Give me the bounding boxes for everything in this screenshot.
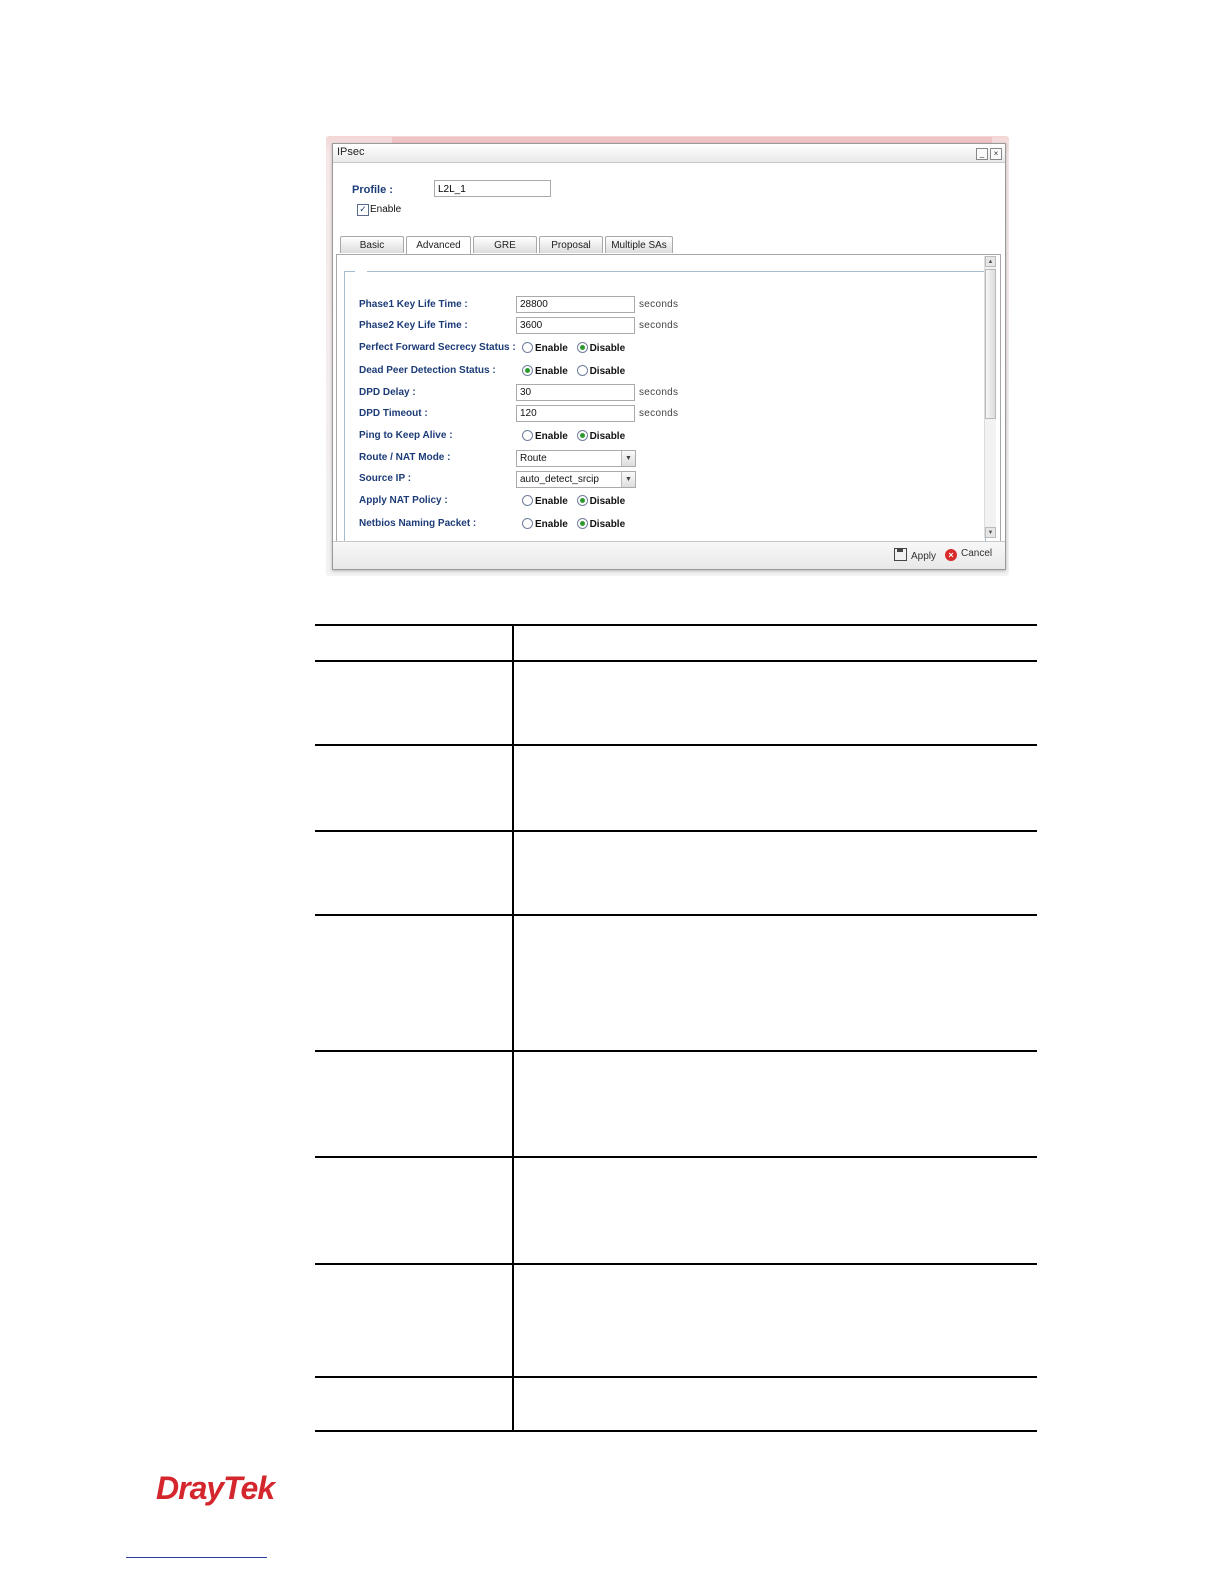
table-header-rule (315, 660, 1037, 662)
table-row-rule (315, 1376, 1037, 1378)
table-row-rule (315, 744, 1037, 746)
scroll-thumb[interactable] (985, 269, 996, 419)
advanced-panel (336, 254, 1001, 542)
radio-icon[interactable] (522, 518, 533, 529)
phase1-key-life-label: Phase1 Key Life Time : (359, 299, 468, 310)
tab-gre[interactable]: GRE (473, 236, 537, 253)
ping-keep-alive-label: Ping to Keep Alive : (359, 430, 453, 441)
apply-button[interactable]: Apply (894, 548, 936, 562)
source-ip-label: Source IP : (359, 473, 412, 484)
cancel-button[interactable]: × Cancel (945, 548, 992, 561)
scroll-up-icon[interactable]: ▲ (985, 256, 996, 267)
description-table (315, 624, 1037, 1432)
tab-basic[interactable]: Basic (340, 236, 404, 253)
source-ip-select[interactable]: auto_detect_srcip ▼ (516, 471, 636, 488)
pfs-enable-option[interactable]: Enable (522, 343, 568, 354)
table-row-rule (315, 1263, 1037, 1265)
ipsec-dialog (332, 143, 1006, 570)
phase1-key-life-input[interactable]: 28800 (516, 296, 635, 313)
radio-icon[interactable] (522, 495, 533, 506)
radio-selected-icon[interactable] (522, 365, 533, 376)
nat-policy-disable-option[interactable]: Disable (577, 496, 626, 507)
phase1-unit: seconds (639, 299, 679, 310)
dpd-radio-group (522, 365, 631, 377)
radio-icon[interactable] (577, 365, 588, 376)
table-row-rule (315, 1156, 1037, 1158)
dpd-enable-option[interactable]: Enable (522, 366, 568, 377)
phase2-key-life-input[interactable]: 3600 (516, 317, 635, 334)
profile-label: Profile : (352, 184, 393, 196)
ping-radio-group (522, 430, 631, 442)
profile-input[interactable]: L2L_1 (434, 180, 551, 197)
dpd-delay-label: DPD Delay : (359, 387, 416, 398)
apply-nat-policy-label: Apply NAT Policy : (359, 495, 448, 506)
dpd-timeout-unit: seconds (639, 408, 679, 419)
dpd-delay-unit: seconds (639, 387, 679, 398)
table-row-rule (315, 1050, 1037, 1052)
chevron-down-icon[interactable]: ▼ (621, 451, 635, 466)
close-icon[interactable]: × (990, 148, 1002, 160)
netbios-disable-option[interactable]: Disable (577, 519, 626, 530)
radio-icon[interactable] (522, 342, 533, 353)
netbios-radio-group (522, 518, 631, 530)
pfs-radio-group (522, 342, 631, 354)
dialog-title: IPsec (337, 146, 365, 158)
panel-scrollbar[interactable] (984, 256, 996, 538)
dpd-timeout-label: DPD Timeout : (359, 408, 428, 419)
dpd-status-label: Dead Peer Detection Status : (359, 365, 496, 376)
phase2-key-life-label: Phase2 Key Life Time : (359, 320, 468, 331)
radio-selected-icon[interactable] (577, 342, 588, 353)
enable-label: Enable (370, 204, 402, 215)
dpd-disable-option[interactable]: Disable (577, 366, 626, 377)
dpd-delay-input[interactable]: 30 (516, 384, 635, 401)
minimize-icon[interactable]: _ (976, 148, 988, 160)
tab-advanced[interactable]: Advanced (406, 236, 471, 255)
enable-checkbox[interactable]: ✓ (357, 204, 369, 216)
dialog-footer (333, 541, 1005, 569)
scroll-down-icon[interactable]: ▼ (985, 527, 996, 538)
cancel-icon: × (945, 549, 957, 561)
radio-selected-icon[interactable] (577, 518, 588, 529)
draytek-logo: DrayTek (156, 1470, 275, 1506)
save-icon (894, 548, 907, 561)
ping-disable-option[interactable]: Disable (577, 431, 626, 442)
dpd-timeout-input[interactable]: 120 (516, 405, 635, 422)
pfs-status-label: Perfect Forward Secrecy Status : (359, 342, 516, 353)
chevron-down-icon[interactable]: ▼ (621, 472, 635, 487)
tab-proposal[interactable]: Proposal (539, 236, 603, 253)
netbios-naming-label: Netbios Naming Packet : (359, 518, 477, 529)
route-nat-mode-select[interactable]: Route ▼ (516, 450, 636, 467)
table-row-rule (315, 830, 1037, 832)
pfs-disable-option[interactable]: Disable (577, 343, 626, 354)
radio-selected-icon[interactable] (577, 495, 588, 506)
radio-icon[interactable] (522, 430, 533, 441)
nat-policy-enable-option[interactable]: Enable (522, 496, 568, 507)
ping-enable-option[interactable]: Enable (522, 431, 568, 442)
table-column-divider (512, 624, 514, 1432)
table-rule-bottom (315, 1430, 1037, 1432)
route-nat-mode-label: Route / NAT Mode : (359, 452, 451, 463)
tab-multiple-sas[interactable]: Multiple SAs (605, 236, 673, 253)
table-rule-top (315, 624, 1037, 626)
nat-policy-radio-group (522, 495, 631, 507)
phase2-unit: seconds (639, 320, 679, 331)
dialog-titlebar (333, 144, 1005, 163)
table-row-rule (315, 914, 1037, 916)
footer-link-underline (126, 1557, 267, 1558)
netbios-enable-option[interactable]: Enable (522, 519, 568, 530)
radio-selected-icon[interactable] (577, 430, 588, 441)
